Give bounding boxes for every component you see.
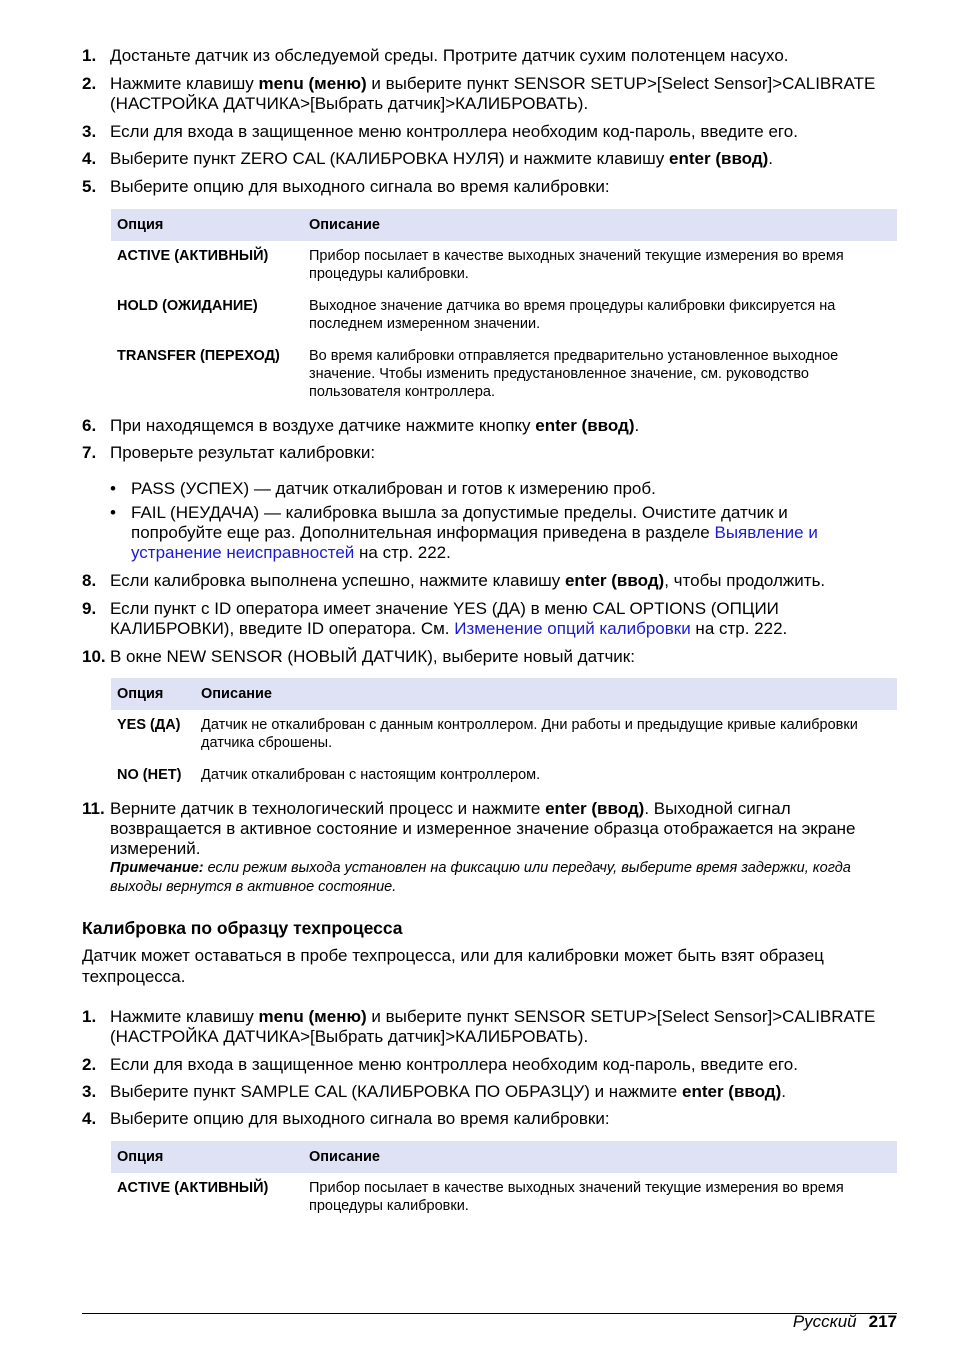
option-description: Прибор посылает в качестве выходных значений текущие измерения во время процедуры калибровки.: [309, 248, 844, 282]
result-item-fail: [110, 503, 880, 563]
step-text: .: [634, 416, 640, 435]
step-number: 3.: [82, 122, 97, 141]
step-text: Выберите опцию для выходного сигнала во время калибровки:: [110, 1109, 610, 1128]
step-text: Если калибровка выполнена успешно, нажмите клавишу: [110, 571, 565, 590]
section-heading: Калибровка по образцу техпроцесса: [82, 918, 403, 938]
step-text: Проверьте результат калибровки:: [110, 443, 376, 462]
key-name: enter (ввод): [564, 571, 665, 590]
calibration-options-link[interactable]: Изменение опций калибровки: [454, 619, 691, 638]
step-text: Если для входа в защищенное меню контроллера необходим код-пароль, введите его.: [110, 1055, 798, 1074]
step-text: и выберите пункт SENSOR SETUP>[Select Sensor]>CALIBRATE (НАСТРОЙКА ДАТЧИКА>[Выбрать датчик]>КАЛИБРОВАТЬ).: [110, 1007, 876, 1046]
step-number: 2.: [82, 1055, 97, 1074]
step-text: Нажмите клавишу: [110, 74, 259, 93]
key-name: menu (меню): [258, 74, 367, 93]
step-number: 4.: [82, 149, 97, 168]
key-name: enter (ввод): [669, 149, 769, 168]
section-intro: Датчик может оставаться в пробе техпроцесса, или для калибровки может быть взят образец техпроцесса.: [82, 946, 824, 986]
step-number: 5.: [82, 177, 97, 196]
note-text: если режим выхода установлен на фиксацию или передачу, выберите время задержки, когда выходы вернутся в активное состояние.: [110, 860, 851, 895]
step-number: 3.: [82, 1082, 97, 1101]
step-number: 8.: [82, 571, 97, 590]
option-description: Прибор посылает в качестве выходных значений текущие измерения во время процедуры калибровки.: [309, 1180, 844, 1214]
option-description: Выходное значение датчика во время процедуры калибровки фиксируется на последнем измеренном значении.: [309, 298, 836, 332]
step-2: [82, 1055, 882, 1075]
step-4: [82, 149, 882, 169]
step-text: Выберите пункт ZERO CAL (КАЛИБРОВКА НУЛЯ) и нажмите клавишу: [110, 149, 670, 168]
step-10: [82, 647, 882, 667]
result-item-pass: [110, 479, 880, 499]
options-table-output-sample: [111, 1141, 897, 1221]
column-header-description: Описание: [303, 1141, 897, 1173]
options-table-output: [111, 209, 897, 407]
option-name: NO (НЕТ): [117, 767, 182, 783]
step-text: на стр. 222.: [690, 619, 788, 638]
options-table-new-sensor: [111, 678, 897, 790]
table-row: [111, 710, 897, 760]
option-name: HOLD (ОЖИДАНИЕ): [117, 298, 258, 314]
step-number: 2.: [82, 74, 97, 93]
column-header-option: Опция: [111, 678, 195, 710]
option-name: YES (ДА): [117, 717, 181, 733]
bullet-icon: •: [110, 503, 116, 522]
note-label: Примечание:: [110, 860, 204, 876]
step-1: [82, 46, 882, 66]
option-description: Датчик не откалиброван с данным контроллером. Дни работы и предыдущие кривые калибровки датчика сброшены.: [201, 717, 858, 751]
table-row: [111, 291, 897, 341]
page-footer: [793, 1312, 897, 1332]
troubleshooting-link[interactable]: Выявление и устранение неисправностей: [131, 523, 818, 562]
footer-language: Русский: [792, 1312, 857, 1331]
step-8: [82, 571, 882, 591]
step-text: .: [768, 149, 774, 168]
step-text: .: [781, 1082, 786, 1101]
column-header-description: Описание: [195, 678, 897, 710]
option-description: Датчик откалиброван с настоящим контроллером.: [201, 767, 541, 783]
step-9: [82, 599, 882, 639]
key-name: enter (ввод): [535, 416, 635, 435]
step-3: [82, 122, 882, 142]
table-row: [111, 1173, 897, 1221]
step-7: [82, 443, 882, 463]
step-text: Верните датчик в технологический процесс и нажмите: [110, 799, 546, 818]
step-text: и выберите пункт SENSOR SETUP>[Select Sensor]>CALIBRATE (НАСТРОЙКА ДАТЧИКА>[Выбрать датчик]>КАЛИБРОВАТЬ).: [110, 74, 876, 113]
step-text: Если для входа в защищенное меню контроллера необходим код-пароль, введите его.: [110, 122, 798, 141]
table-header-row: [111, 678, 897, 710]
step-text: Достаньте датчик из обследуемой среды. Протрите датчик сухим полотенцем насухо.: [110, 46, 789, 65]
column-header-option: Опция: [111, 1141, 303, 1173]
step-text: В окне NEW SENSOR (НОВЫЙ ДАТЧИК), выберите новый датчик:: [110, 647, 635, 666]
step-text: Если пункт с ID оператора имеет значение YES (ДА) в меню CAL OPTIONS (ОПЦИИ КАЛИБРОВКИ), введите ID оператора. См.: [110, 599, 779, 638]
step-number: 10.: [82, 647, 106, 666]
step-2: [82, 74, 882, 114]
table-row: [111, 760, 897, 790]
step-number: 4.: [82, 1109, 97, 1128]
step-number: 1.: [82, 46, 97, 65]
step-number: 7.: [82, 443, 97, 462]
bullet-text: на стр. 222.: [354, 543, 451, 562]
option-name: TRANSFER (ПЕРЕХОД): [117, 348, 280, 364]
option-description: Во время калибровки отправляется предварительно установленное выходное значение. Чтобы изменить предустановленное значение, см. руководство пользователя контроллера.: [309, 348, 839, 400]
step-text: Выберите пункт SAMPLE CAL (КАЛИБРОВКА ПО ОБРАЗЦУ) и нажмите: [110, 1082, 682, 1101]
table-header-row: [111, 209, 897, 241]
table-row: [111, 241, 897, 291]
step-text: Выберите опцию для выходного сигнала во время калибровки:: [110, 177, 610, 196]
key-name: menu (меню): [258, 1007, 367, 1026]
column-header-option: Опция: [111, 209, 303, 241]
option-name: ACTIVE (АКТИВНЫЙ): [117, 1180, 269, 1196]
page-number: 217: [868, 1312, 897, 1331]
step-number: 6.: [82, 416, 97, 435]
step-number: 9.: [82, 599, 97, 618]
step-11: [82, 799, 882, 859]
step-text: . Выходной сигнал возвращается в активное состояние и измеренное значение образца отображается на экране измерений.: [110, 799, 856, 858]
step-5: [82, 177, 882, 197]
step-6: [82, 416, 882, 436]
step-text: , чтобы продолжить.: [664, 571, 826, 590]
footer-divider: [82, 1313, 897, 1314]
key-name: enter (ввод): [545, 799, 645, 818]
step-text: Нажмите клавишу: [110, 1007, 259, 1026]
step-number: 1.: [82, 1007, 97, 1026]
step-3: [82, 1082, 882, 1102]
bullet-text: PASS (УСПЕХ) — датчик откалиброван и готов к измерению проб.: [131, 479, 656, 498]
bullet-text: FAIL (НЕУДАЧА) — калибровка вышла за допустимые пределы. Очистите датчик и попробуйте еще раз. Дополнительная информация приведена в разделе: [131, 503, 788, 542]
option-name: ACTIVE (АКТИВНЫЙ): [117, 248, 269, 264]
table-row: [111, 341, 897, 407]
key-name: enter (ввод): [681, 1082, 782, 1101]
step-4: [82, 1109, 882, 1129]
bullet-icon: •: [110, 479, 116, 498]
note: [110, 859, 890, 897]
step-text: При находящемся в воздухе датчике нажмите кнопку: [110, 416, 536, 435]
step-1: [82, 1007, 882, 1047]
table-header-row: [111, 1141, 897, 1173]
column-header-description: Описание: [303, 209, 897, 241]
step-number: 11.: [82, 799, 105, 818]
